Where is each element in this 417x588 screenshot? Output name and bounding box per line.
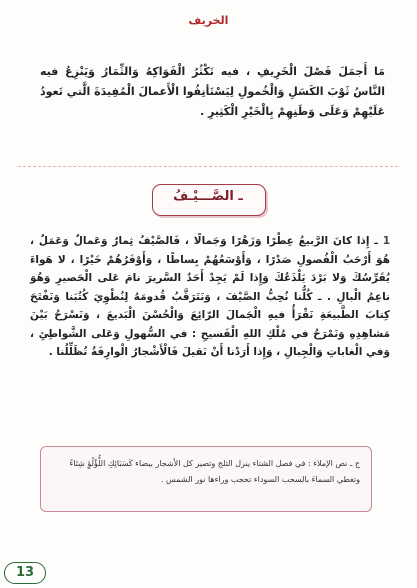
- page-number: 13: [4, 562, 46, 584]
- section-divider: [18, 166, 398, 168]
- paragraph-number: 1: [382, 235, 391, 247]
- autumn-paragraph: مَا أَجمَلَ فَصْلَ الْخَرِيفِ ، فيه تَكْثُرُ الْفَوَاكِهُ وَالثِّمَارُ وَيَنْزِعُ فيه النَّاسُ ثَوْبَ الكَسَلِ وَالْخُمولِ لِيَسْتَأنِفُوا الْأَعمالَ الْمُفِيدَةَ الَّتي تَعودُ عَلَيْهِمْ وَعَلَى وَطَنِهِمْ بِالْخَيْرِ الْكَثِيرِ .: [40, 65, 385, 118]
- page-header-title: الخريف: [188, 14, 229, 27]
- summer-title: ـ الصَّـــيْـفُ: [173, 189, 243, 204]
- summer-paragraph-text: ـ إِذا كانَ الرَّبيعُ عِطْرًا وَزَهْرًا وَجَمالًا ، فَالصَّيْفُ ثِمارٌ وَعَمالٌ وَعَمَلٌ ، هُوَ أَرْحَبُ الْفُصولِ صَدْرًا ، وَأَوْسَعُهُمْ بِساطًا ، وَأَوْفَرُهُمْ خَيْرًا ، لا هَواءَ يُقَرِّسُكَ وَلا بَرْدَ يَلْذَعُكَ وَإِذا لَمْ يَجِدْ أَحَدٌ السَّريرَ نامَ عَلى الْحَصيرِ وَهُوَ ناعِمُ الْبالِ . ـ كُلُّنا نُحِبُّ الصَّيْفَ ، وَنَتَرَقَّبُ قُدومَهُ لِنُطْوِيَ كُتُبَنا وَنَفْتَحَ كِتابَ الطَّبيعَةِ نَقْرَأُ فيهِ الْجَمالَ الرّائِعَ وَالْحُسْنَ الْبَديعَ ، وَنَسْرَحُ بَيْنَ مَشاهِدِهِ وَنَمْرَحُ في مُلْكِ اللهِ الْفَسيحِ : في السُّهولِ وَعَلى الشَّواطِئِ ، وَفي الْغاباتِ وَالْجِبالِ ، وَإِذا أَرَدْنا أَنْ نَقيلَ فَالْأَشْجارُ الْوارِفَةُ تُظَلِّلُنا .: [30, 235, 390, 358]
- summer-paragraph: [30, 232, 390, 362]
- dictation-text: ج ـ نص الإملاء : في فصل الشتاء ينزل الثلج وتصير كل الأشجار بيضاء كَسَبَائِكِ اللُّؤْلُؤِ شِتَاءً وتغطي السماءَ بالسحب السوداء تحجب وراءها نور الشمس .: [69, 459, 360, 484]
